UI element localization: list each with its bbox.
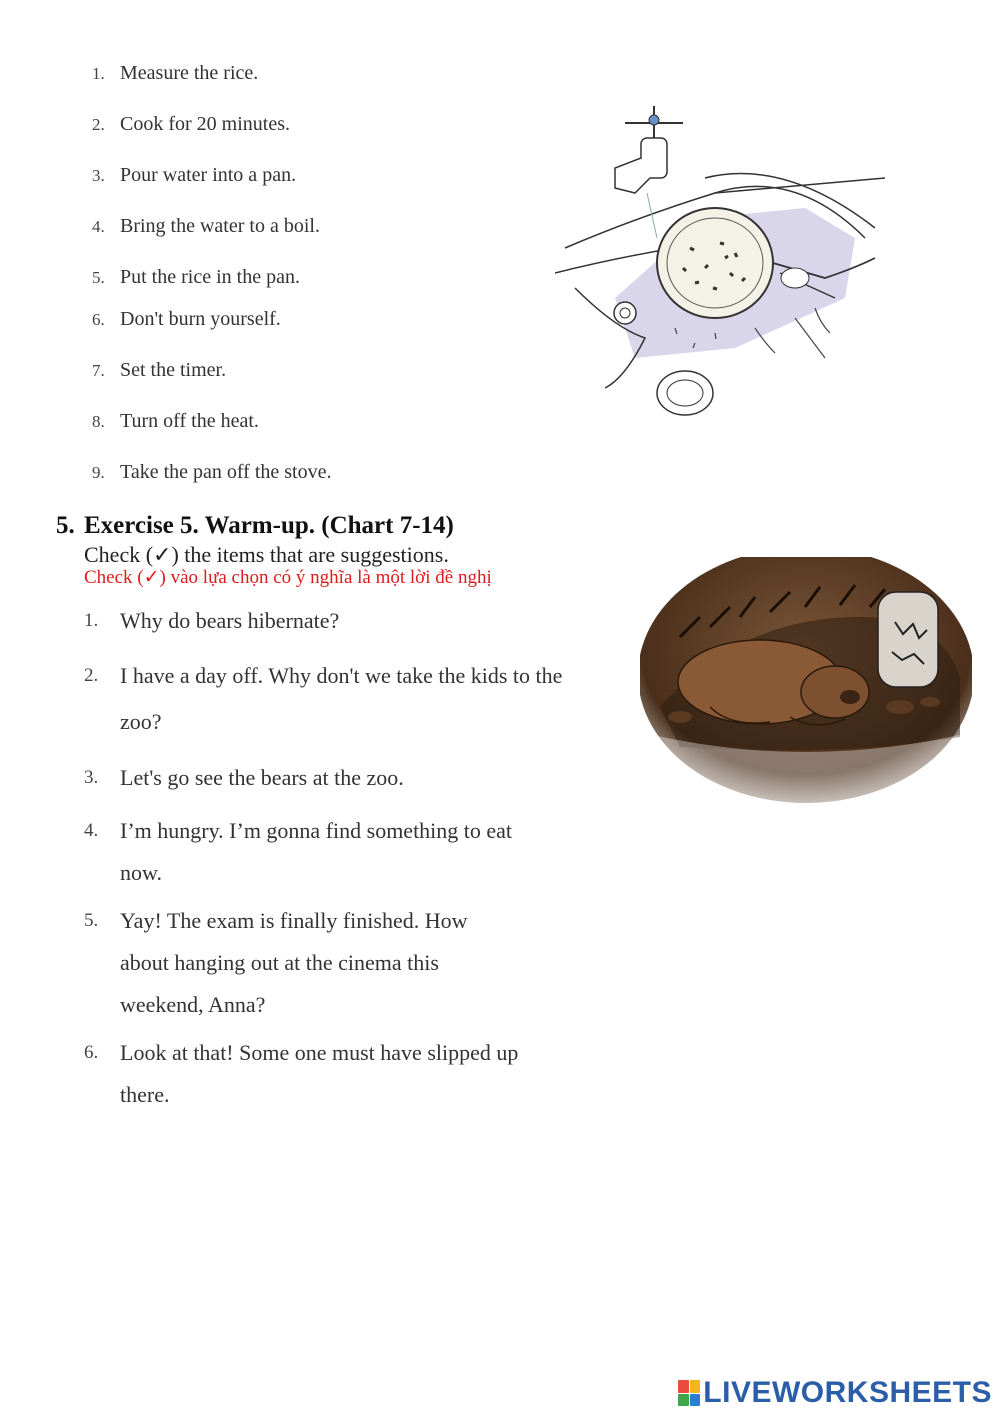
rice-washing-drawing	[555, 98, 890, 433]
item-number: 1.	[84, 610, 99, 631]
list-item	[92, 359, 226, 382]
logo-square	[678, 1394, 689, 1407]
item-text: Put the rice in the pan.	[120, 266, 300, 288]
bear-cave-drawing	[640, 557, 972, 807]
logo-square	[678, 1380, 689, 1393]
item-number: 5.	[84, 910, 99, 931]
item-text: Cook for 20 minutes.	[120, 113, 290, 135]
logo-square	[690, 1380, 701, 1393]
logo-mark-icon	[678, 1380, 700, 1406]
logo-square	[690, 1394, 701, 1407]
item-number: 9.	[92, 463, 105, 482]
list-item	[92, 461, 332, 484]
item-number: 1.	[92, 64, 105, 83]
exercise-title: Exercise 5. Warm-up. (Chart 7-14)	[84, 512, 454, 539]
liveworksheets-logo	[678, 1376, 992, 1410]
item-text: I’m hungry. I’m gonna find something to eat now.	[120, 818, 513, 885]
exercise-instruction-vietnamese: Check (✓) vào lựa chọn có ý nghĩa là một lời đề nghị	[84, 567, 492, 588]
item-number: 8.	[92, 412, 105, 431]
rice-washing-illustration	[555, 98, 890, 433]
item-number: 3.	[84, 767, 99, 788]
item-number: 7.	[92, 361, 105, 380]
logo-text: LIVEWORKSHEETS	[703, 1376, 992, 1409]
item-text: Turn off the heat.	[120, 410, 259, 432]
list-item	[92, 215, 320, 238]
item-text: Take the pan off the stove.	[120, 461, 332, 483]
item-text: Measure the rice.	[120, 62, 259, 84]
item-text: Look at that! Some one must have slipped up there.	[120, 1040, 519, 1107]
list-item	[92, 308, 281, 331]
item-number: 2.	[92, 115, 105, 134]
item-number: 4.	[84, 820, 99, 841]
item-text: Pour water into a pan.	[120, 164, 297, 186]
item-text: Bring the water to a boil.	[120, 215, 320, 237]
item-number: 6.	[92, 310, 105, 329]
item-text: Don't burn yourself.	[120, 308, 281, 330]
item-number: 2.	[84, 665, 99, 686]
item-text: Let's go see the bears at the zoo.	[120, 765, 404, 790]
list-item	[92, 164, 296, 187]
item-number: 6.	[84, 1042, 99, 1063]
exercise-instruction: Check (✓) the items that are suggestions.	[84, 542, 449, 567]
item-number: 5.	[92, 268, 105, 287]
bear-hibernating-illustration	[640, 557, 972, 807]
item-text: Why do bears hibernate?	[120, 608, 340, 633]
list-item	[92, 266, 300, 289]
list-item	[92, 113, 290, 136]
item-text: Set the timer.	[120, 359, 227, 381]
list-item	[92, 62, 258, 85]
item-number: 3.	[92, 166, 105, 185]
list-item	[92, 410, 259, 433]
item-text: I have a day off. Why don't we take the kids to the zoo?	[120, 663, 563, 734]
item-number: 4.	[92, 217, 105, 236]
item-text: Yay! The exam is finally finished. How about hanging out at the cinema this weekend, Anna?	[120, 908, 468, 1017]
exercise-number: 5.	[56, 512, 75, 539]
